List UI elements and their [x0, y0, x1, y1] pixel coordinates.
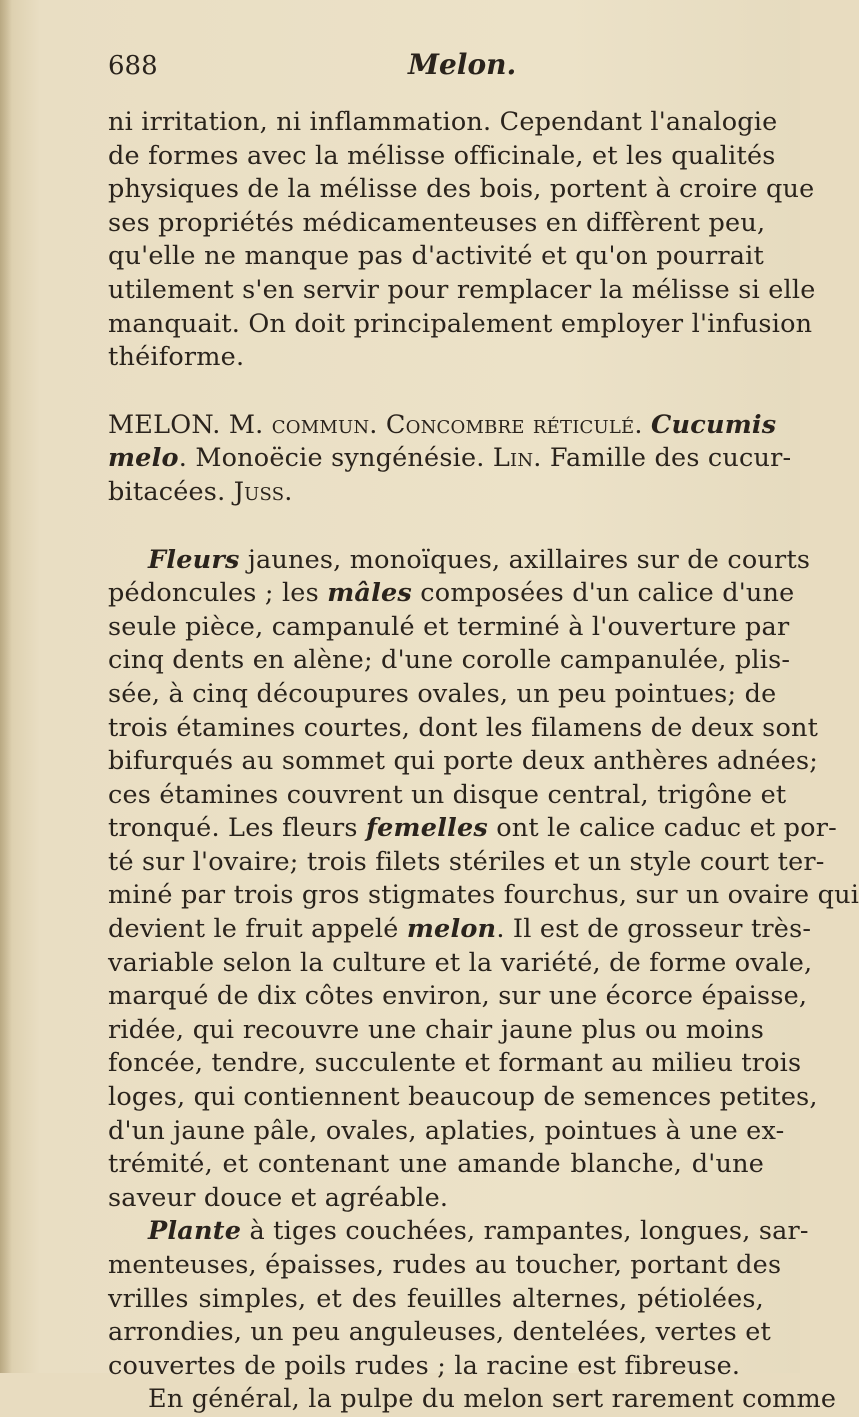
- text: tronqué. Les fleurs: [108, 813, 366, 844]
- paragraph-flowers: [108, 544, 859, 1216]
- text-line: [108, 442, 792, 476]
- family-end: bitacées.: [108, 476, 234, 507]
- text-line: cinq dents en alène; d'une corolle campanulée, plis-: [108, 645, 791, 676]
- text-line: [108, 544, 811, 578]
- text-line: trémité, et contenant une amande blanche, d'une: [108, 1149, 764, 1180]
- text-line: qu'elle ne manque pas d'activité et qu'on pourrait: [108, 241, 764, 272]
- term-plante: Plante: [148, 1216, 242, 1247]
- binding-shadow: [0, 0, 12, 1373]
- text-line: [108, 476, 764, 510]
- punct: .: [369, 409, 386, 440]
- page-header: [108, 48, 764, 88]
- latin-species: melo: [108, 443, 179, 474]
- text-line: miné par trois gros stigmates fourchus, sur un ovaire qui: [108, 880, 859, 911]
- classification: . Monoëcie syngénésie.: [178, 443, 493, 474]
- page-number: 688: [108, 51, 158, 81]
- text-line: trois étamines courtes, dont les filamens de deux sont: [108, 712, 819, 743]
- text-line: saveur douce et agréable.: [108, 1182, 449, 1213]
- text-line: seule pièce, campanulé et terminé à l'ouverture par: [108, 611, 790, 642]
- text-line: ridée, qui recouvre une chair jaune plus ou moins: [108, 1014, 764, 1045]
- text-line: sée, à cinq découpures ovales, un peu pointues; de: [108, 678, 777, 709]
- text-line: utilement s'en servir pour remplacer la mélisse si elle: [108, 274, 816, 305]
- text-line: foncée, tendre, succulente et formant au milieu trois: [108, 1048, 802, 1079]
- entry-heading: [108, 409, 792, 510]
- family: . Famille des cucur-: [533, 443, 792, 474]
- running-title: Melon.: [408, 48, 517, 81]
- text-line: couvertes de poils rudes ; la racine est fibreuse.: [108, 1350, 741, 1381]
- punct: .: [284, 476, 293, 507]
- text-line: arrondies, un peu anguleuses, dentelées, vertes et: [108, 1317, 772, 1348]
- author-lin: Lin: [492, 443, 534, 474]
- text-line: ses propriétés médicamenteuses en diffèrent peu,: [108, 207, 766, 238]
- text-line: [108, 1215, 809, 1249]
- text-line: [108, 812, 837, 846]
- text-line: [108, 409, 777, 443]
- text-line: loges, qui contiennent beaucoup de semences petites,: [108, 1082, 818, 1113]
- text-line: té sur l'ovaire; trois filets stériles et un style court ter-: [108, 846, 825, 877]
- text-line: d'un jaune pâle, ovales, aplaties, pointues à une ex-: [108, 1115, 785, 1146]
- term-fleurs: Fleurs: [148, 544, 240, 575]
- paragraph-intro: [108, 106, 816, 375]
- latin-genus: Cucumis: [651, 409, 777, 440]
- text-line: marqué de dix côtes environ, sur une écorce épaisse,: [108, 981, 808, 1012]
- entry-name: MELON. M.: [108, 409, 272, 440]
- text-line: [108, 913, 812, 947]
- text: jaunes, monoïques, axillaires sur de courts: [239, 544, 811, 575]
- text-line: En général, la pulpe du melon sert rarement comme: [148, 1384, 837, 1415]
- paragraph-general: [108, 1383, 837, 1417]
- text: . Il est de grosseur très-: [496, 914, 812, 945]
- term-males: mâles: [327, 578, 412, 609]
- paragraph-plant: [108, 1215, 809, 1383]
- text: à tiges couchées, rampantes, longues, sar-: [241, 1216, 809, 1247]
- text-line: variable selon la culture et la variété, de forme ovale,: [108, 947, 813, 978]
- author-juss: Juss: [233, 476, 285, 507]
- text-line: de formes avec la mélisse officinale, et les qualités: [108, 140, 776, 171]
- text-line: [108, 577, 795, 611]
- term-femelles: femelles: [365, 813, 488, 844]
- text-line: bifurqués au sommet qui porte deux anthères adnées;: [108, 746, 819, 777]
- text: composées d'un calice d'une: [411, 578, 795, 609]
- punct: .: [634, 409, 651, 440]
- entry-synonym: Concombre réticulé: [385, 409, 635, 440]
- text: ont le calice caduc et por-: [487, 813, 837, 844]
- term-melon: melon: [406, 914, 497, 945]
- text-line: théiforme.: [108, 342, 245, 373]
- entry-common: commun: [271, 409, 370, 440]
- text-line: ces étamines couvrent un disque central, trigône et: [108, 779, 787, 810]
- text-line: manquait. On doit principalement employer l'infusion: [108, 308, 813, 339]
- text: pédoncules ; les: [108, 578, 328, 609]
- text-line: ni irritation, ni inflammation. Cependant l'analogie: [108, 107, 778, 137]
- text-line: physiques de la mélisse des bois, portent à croire que: [108, 174, 815, 205]
- text: devient le fruit appelé: [108, 914, 407, 945]
- text-line: vrilles simples, et des feuilles alternes, pétiolées,: [108, 1283, 764, 1314]
- text-line: menteuses, épaisses, rudes au toucher, portant des: [108, 1250, 782, 1280]
